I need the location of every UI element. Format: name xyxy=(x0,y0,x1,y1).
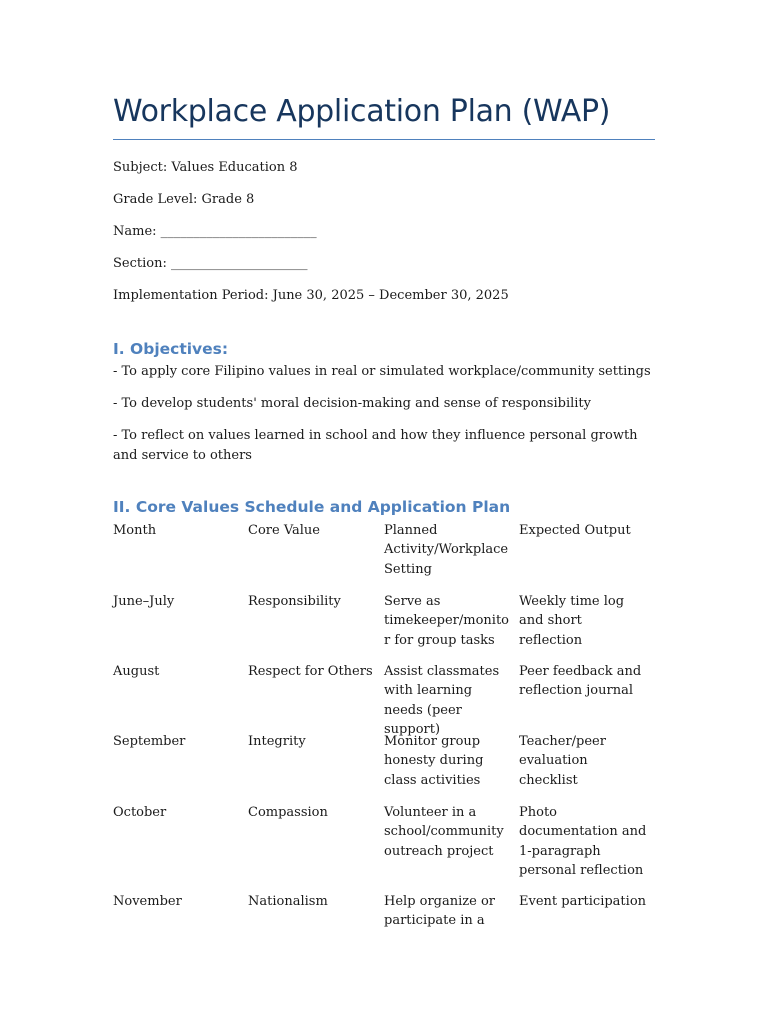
table-cell-month: October xyxy=(113,805,167,820)
table-cell-activity: Serve as timekeeper/monitor for group tasks xyxy=(384,594,510,648)
implementation-period-field: Implementation Period: June 30, 2025 – December 30, 2025 xyxy=(113,288,509,303)
table-cell-core-value: Nationalism xyxy=(248,894,328,909)
table-cell-month: September xyxy=(113,734,186,749)
table-cell-month: August xyxy=(113,664,160,679)
table-cell-output: Peer feedback and reflection journal xyxy=(519,664,642,699)
table-cell-core-value: Compassion xyxy=(248,805,328,820)
table-cell-activity: Assist classmates with learning needs (peer support) xyxy=(384,664,500,737)
schedule-heading: II. Core Values Schedule and Application Plan xyxy=(113,498,511,516)
table-cell-month: November xyxy=(113,894,182,909)
table-cell-output: Weekly time log and short reflection xyxy=(519,594,625,648)
grade-level-field: Grade Level: Grade 8 xyxy=(113,192,255,207)
column-header-expected-output: Expected Output xyxy=(519,523,631,538)
objective-item: - To reflect on values learned in school and how they influence personal growth and service to others xyxy=(113,428,638,463)
table-cell-month: June–July xyxy=(113,594,175,609)
objective-item: - To apply core Filipino values in real or simulated workplace/community settings xyxy=(113,364,651,379)
column-header-month: Month xyxy=(113,523,157,538)
table-cell-core-value: Integrity xyxy=(248,734,306,749)
table-cell-output: Photo documentation and 1-paragraph personal reflection xyxy=(519,805,647,878)
table-cell-core-value: Respect for Others xyxy=(248,664,373,679)
column-header-core-value: Core Value xyxy=(248,523,320,538)
table-cell-activity: Monitor group honesty during class activities xyxy=(384,734,484,788)
title-underline xyxy=(113,139,655,140)
section-field: Section: _____________________ xyxy=(113,256,308,271)
name-field: Name: ________________________ xyxy=(113,224,317,239)
column-header-planned-activity: Planned Activity/Workplace Setting xyxy=(384,523,509,577)
subject-field: Subject: Values Education 8 xyxy=(113,160,298,175)
table-cell-activity: Help organize or participate in a xyxy=(384,894,496,929)
table-cell-output: Event participation xyxy=(519,894,647,909)
objectives-heading: I. Objectives: xyxy=(113,340,229,358)
table-cell-core-value: Responsibility xyxy=(248,594,341,609)
table-cell-output: Teacher/peer evaluation checklist xyxy=(519,734,606,788)
objective-item: - To develop students' moral decision-making and sense of responsibility xyxy=(113,396,591,411)
document-title: Workplace Application Plan (WAP) xyxy=(113,94,611,129)
table-cell-activity: Volunteer in a school/community outreach project xyxy=(384,805,504,859)
